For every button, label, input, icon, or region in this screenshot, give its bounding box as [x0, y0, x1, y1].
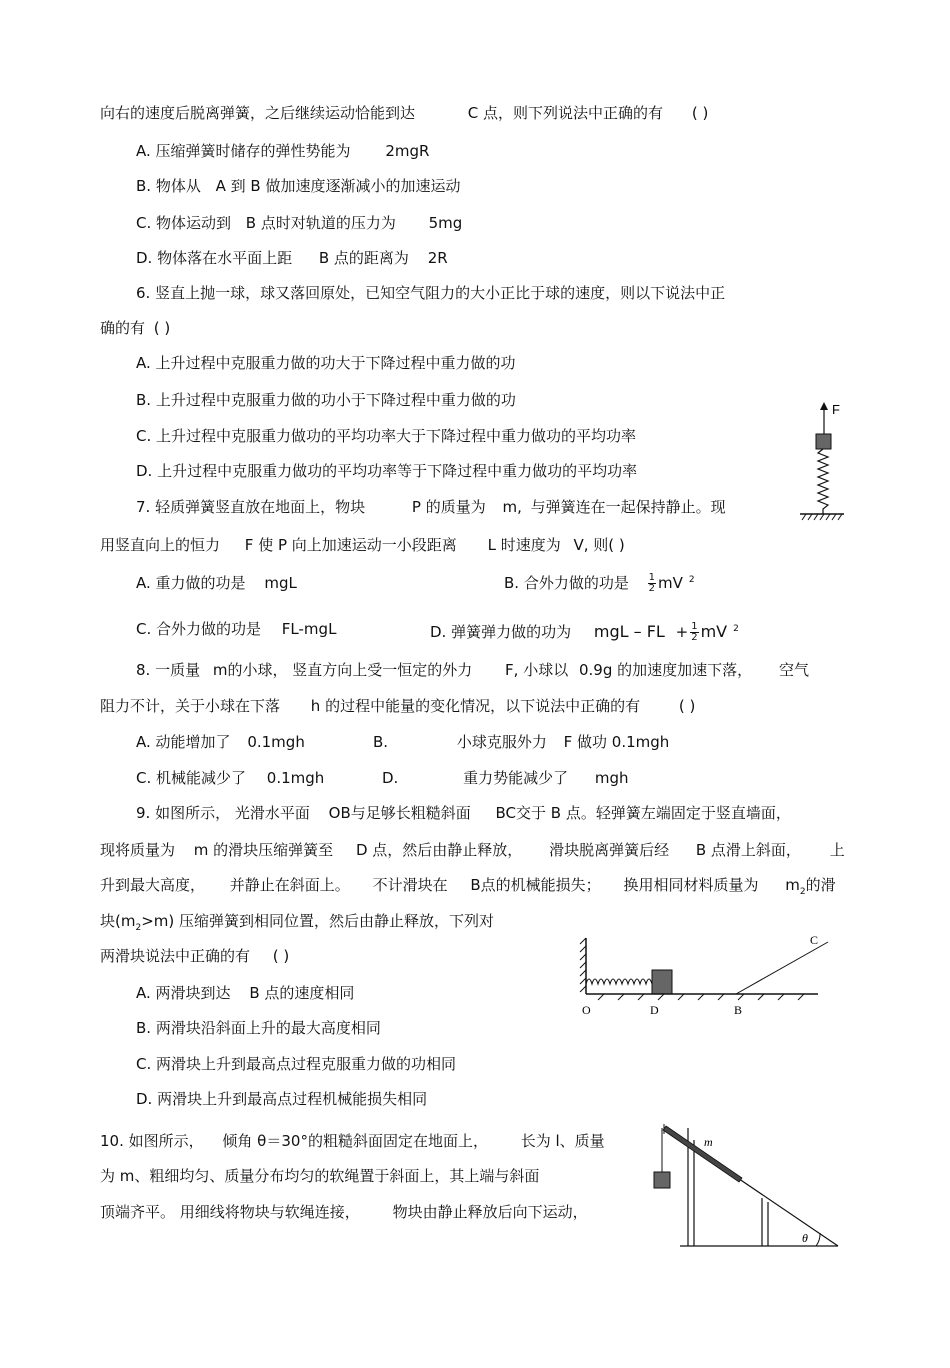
q9-option-d: [136, 1089, 427, 1109]
text: 倾角 θ＝30°的粗糙斜面固定在地面上，: [222, 1132, 488, 1150]
text: 0.1mgh: [266, 769, 325, 787]
text: 滑块脱离弹簧后经: [549, 841, 670, 859]
text: B. 物体从: [136, 177, 201, 195]
text: 长为 l、质量: [520, 1132, 605, 1150]
text: 两滑块说法中正确的有: [100, 947, 251, 965]
text: FL-mgL: [281, 620, 337, 638]
force-label: F: [832, 402, 840, 417]
text: 物块由静止释放后向下运动，: [392, 1203, 588, 1221]
text: F, 小球以: [505, 661, 569, 679]
q9-option-b: [136, 1018, 381, 1038]
q5-option-c: [136, 213, 462, 233]
text: 与弹簧连在一起保持静止。现: [530, 498, 726, 516]
text: 小球克服外力: [456, 733, 547, 751]
q9-option-c: [136, 1054, 456, 1074]
text: ( ): [691, 104, 709, 122]
text: P 的质量为: [411, 498, 486, 516]
q8-option-c: [136, 768, 324, 788]
text: C. 两滑块上升到最高点过程克服重力做的功相同: [136, 1055, 457, 1073]
denominator: 2: [648, 583, 655, 594]
fraction: [690, 622, 698, 643]
fraction: [648, 573, 656, 594]
text: mgL: [264, 574, 297, 592]
text: 为 m、粗细均匀、质量分布均匀的软绳置于斜面上，其上端与斜面: [100, 1167, 540, 1185]
q9-stem-line2: [100, 840, 845, 860]
q9-stem-line5: [100, 946, 289, 966]
subscript: 2: [799, 887, 806, 897]
text: mgh: [594, 769, 629, 787]
denominator: 2: [691, 632, 698, 643]
numerator: 1: [691, 621, 698, 632]
q8-option-a: [136, 732, 305, 752]
q6-stem: [136, 283, 725, 303]
text: D. 两滑块上升到最高点过程机械能损失相同: [136, 1090, 428, 1108]
text: 现将质量为: [100, 841, 176, 859]
text: h 的过程中能量的变化情况，以下说法中正确的有: [310, 697, 641, 715]
q10-stem: [100, 1131, 605, 1151]
q8-option-b: [373, 732, 669, 752]
text: mV: [657, 574, 683, 592]
text: A. 动能增加了: [136, 733, 231, 751]
superscript: 2: [733, 624, 739, 634]
text: 升到最大高度，: [100, 876, 206, 894]
text: ( ): [678, 697, 696, 715]
text: C. 机械能减少了: [136, 769, 247, 787]
text: 阻力不计，关于小球在下落: [100, 697, 281, 715]
angle-label: θ: [802, 1231, 808, 1245]
text: 5mg: [428, 214, 463, 232]
text: ( ): [153, 319, 171, 337]
text: C. 合外力做的功是: [136, 620, 262, 638]
q7-option-d: [430, 619, 739, 643]
q6-option-c: [136, 426, 636, 446]
q7-option-b: [504, 570, 695, 594]
text: 上: [829, 841, 845, 859]
text: F 做功 0.1mgh: [563, 733, 670, 751]
text: 0.1mgh: [247, 733, 305, 751]
text: D. 上升过程中克服重力做功的平均功率等于下降过程中重力做功的平均功率: [136, 462, 638, 480]
text: B. 合外力做的功是: [504, 574, 629, 592]
text: C 点，则下列说法中正确的有: [467, 104, 664, 122]
text: B 点时对轨道的压力为: [245, 214, 396, 232]
superscript: 2: [688, 575, 695, 585]
q7-stem: [136, 497, 726, 517]
q6-option-d: [136, 461, 637, 481]
q9-stem-line4: [100, 911, 494, 938]
q8-stem: [136, 660, 809, 680]
text: D 点，然后由静止释放，: [355, 841, 523, 859]
q6-option-a: [136, 353, 516, 373]
text: mV: [700, 622, 728, 641]
incline-spring-figure: [578, 930, 838, 1020]
text: A. 压缩弹簧时储存的弹性势能为: [136, 142, 351, 160]
text: 10. 如图所示，: [100, 1132, 204, 1150]
text: 2R: [427, 249, 448, 267]
text: L 时速度为: [487, 536, 561, 554]
text: B.: [373, 733, 389, 751]
q7-option-a: [136, 573, 297, 593]
text: B 点的速度相同: [249, 984, 355, 1002]
q5-option-a: [136, 141, 429, 161]
text: BC交于 B 点。轻弹簧左端固定于竖直墙面，: [495, 804, 791, 822]
q5-option-d: [136, 248, 448, 268]
text: 块(m: [100, 912, 136, 930]
text: A. 两滑块到达: [136, 984, 231, 1002]
plus-sign: +: [675, 623, 689, 641]
text: V, 则( ): [573, 536, 625, 554]
text: F 使 P 向上加速运动一小段距离: [244, 536, 457, 554]
q10-stem-line3: [100, 1202, 588, 1222]
q6-stem-continued: [100, 318, 170, 338]
text: 用竖直向上的恒力: [100, 536, 221, 554]
text: 不计滑块在: [372, 876, 448, 894]
text: B. 两滑块沿斜面上升的最大高度相同: [136, 1019, 381, 1037]
text: 的滑: [805, 876, 836, 894]
q8-option-d: [382, 768, 629, 788]
text: ( ): [272, 947, 290, 965]
q9-stem-line3: [100, 875, 836, 902]
text: mgL – FL: [593, 622, 665, 641]
q9-option-a: [136, 983, 354, 1003]
text: 9. 如图所示， 光滑水平面: [136, 804, 310, 822]
point-b-label: B: [734, 1003, 743, 1017]
q5-stem-continued: [100, 103, 708, 123]
text: B 点的距离为: [318, 249, 409, 267]
text: D. 物体落在水平面上距: [136, 249, 293, 267]
q5-option-b: [136, 176, 460, 196]
text: 8. 一质量: [136, 661, 201, 679]
text: >m) 压缩弹簧到相同位置，然后由静止释放，下列对: [141, 912, 495, 930]
text: 重力势能减少了: [463, 769, 569, 787]
text: A. 上升过程中克服重力做的功大于下降过程中重力做的功: [136, 354, 516, 372]
text: B. 上升过程中克服重力做的功小于下降过程中重力做的功: [136, 391, 516, 409]
point-o-label: O: [582, 1003, 591, 1017]
text: A 到 B 做加速度逐渐减小的加速运动: [215, 177, 461, 195]
q8-stem-continued: [100, 696, 695, 716]
text: D.: [382, 769, 399, 787]
subscript: 2: [135, 923, 142, 933]
mass-label: m: [704, 1135, 713, 1149]
text: B 点滑上斜面，: [695, 841, 801, 859]
numerator: 1: [648, 572, 655, 583]
text: C. 上升过程中克服重力做功的平均功率大于下降过程中重力做功的平均功率: [136, 427, 637, 445]
text: m,: [502, 498, 522, 516]
text: C. 物体运动到: [136, 214, 232, 232]
text: 确的有: [100, 319, 146, 337]
text: 向右的速度后脱离弹簧，之后继续运动恰能到达: [100, 104, 416, 122]
q6-option-b: [136, 390, 516, 410]
text: m: [785, 876, 800, 894]
text: 顶端齐平。 用细线将物块与软绳连接，: [100, 1203, 360, 1221]
text: m 的滑块压缩弹簧至: [193, 841, 334, 859]
text: OB与足够长粗糙斜面: [328, 804, 471, 822]
text: B点的机械能损失；: [470, 876, 601, 894]
q9-stem: [136, 803, 791, 823]
text: m的小球， 竖直方向上受一恒定的外力: [212, 661, 473, 679]
q7-stem-continued: [100, 535, 625, 555]
text: A. 重力做的功是: [136, 574, 246, 592]
text: 7. 轻质弹簧竖直放在地面上，物块: [136, 498, 366, 516]
incline-rope-figure: [648, 1120, 842, 1250]
q10-stem-line2: [100, 1166, 539, 1186]
text: 并静止在斜面上。: [229, 876, 350, 894]
text: 空气: [778, 661, 809, 679]
text: 6. 竖直上抛一球，球又落回原处，已知空气阻力的大小正比于球的速度，则以下说法中正: [136, 284, 726, 302]
spring-force-figure: [796, 400, 848, 524]
point-c-label: C: [810, 933, 819, 947]
text: 0.9g 的加速度加速下落，: [579, 661, 753, 679]
point-d-label: D: [650, 1003, 659, 1017]
text: 2mgR: [385, 142, 430, 160]
q7-option-c: [136, 619, 336, 639]
text: 换用相同材料质量为: [623, 876, 759, 894]
text: D. 弹簧弹力做的功为: [430, 623, 572, 641]
